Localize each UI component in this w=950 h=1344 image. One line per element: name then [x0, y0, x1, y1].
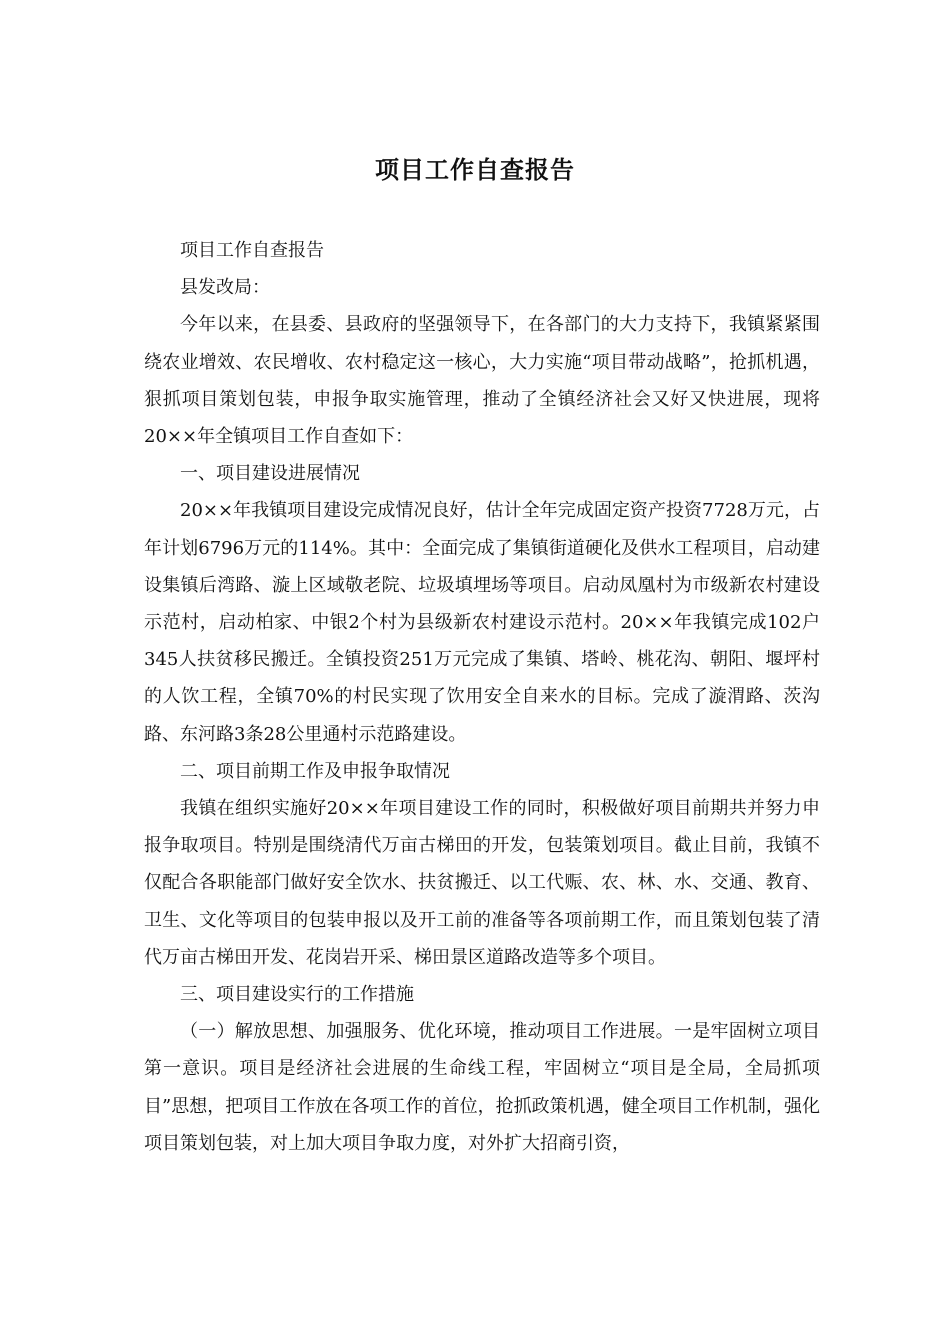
- paragraph-addressee: 县发改局：: [180, 277, 270, 299]
- document-title: 项目工作自查报告: [375, 155, 575, 184]
- paragraph-intro: 今年以来，在县委、县政府的坚强领导下，在各部门的大力支持下，我镇紧紧围绕农业增效、农民增收、农村稳定这一核心，大力实施“项目带动战略”，抢抓机遇，狠抓项目策划包装，申报争取实施管理，推动了全镇经济社会又好又快进展，现将20××年全镇项目工作自查如下：: [144, 314, 820, 448]
- document-body: [144, 232, 820, 1162]
- section-heading-3: 三、项目建设实行的工作措施: [180, 984, 414, 1006]
- paragraph-subtitle: 项目工作自查报告: [180, 240, 324, 261]
- section-heading-2: 二、项目前期工作及申报争取情况: [180, 760, 450, 782]
- paragraph-section-1: 20××年我镇项目建设完成情况良好，估计全年完成固定资产投资7728万元，占年计划6796万元的114%。其中：全面完成了集镇街道硬化及供水工程项目，启动建设集镇后湾路、漩上区域敬老院、垃圾填埋场等项目。启动凤凰村为市级新农村建设示范村，启动柏家、中银2个村为县级新农村建设示范村。20××年我镇完成102户345人扶贫移民搬迁。全镇投资251万元完成了集镇、塔岭、桃花沟、朝阳、堰坪村的人饮工程，全镇70%的村民实现了饮用安全自来水的目标。完成了漩渭路、茨沟路、东河路3条28公里通村示范路建设。: [144, 500, 820, 745]
- paragraph-section-2: 我镇在组织实施好20××年项目建设工作的同时，积极做好项目前期共并努力申报争取项目。特别是围绕清代万亩古梯田的开发，包装策划项目。截止目前，我镇不仅配合各职能部门做好安全饮水、扶贫搬迁、以工代赈、农、林、水、交通、教育、卫生、文化等项目的包装申报以及开工前的准备等各项前期工作，而且策划包装了清代万亩古梯田开发、花岗岩开采、梯田景区道路改造等多个项目。: [144, 798, 820, 968]
- paragraph-section-3-1: （一）解放思想、加强服务、优化环境，推动项目工作进展。一是牢固树立项目第一意识。项目是经济社会进展的生命线工程，牢固树立“项目是全局，全局抓项目”思想，把项目工作放在各项工作的首位，抢抓政策机遇，健全项目工作机制，强化项目策划包装，对上加大项目争取力度，对外扩大招商引资，: [144, 1021, 820, 1154]
- section-heading-1: 一、项目建设进展情况: [180, 463, 360, 485]
